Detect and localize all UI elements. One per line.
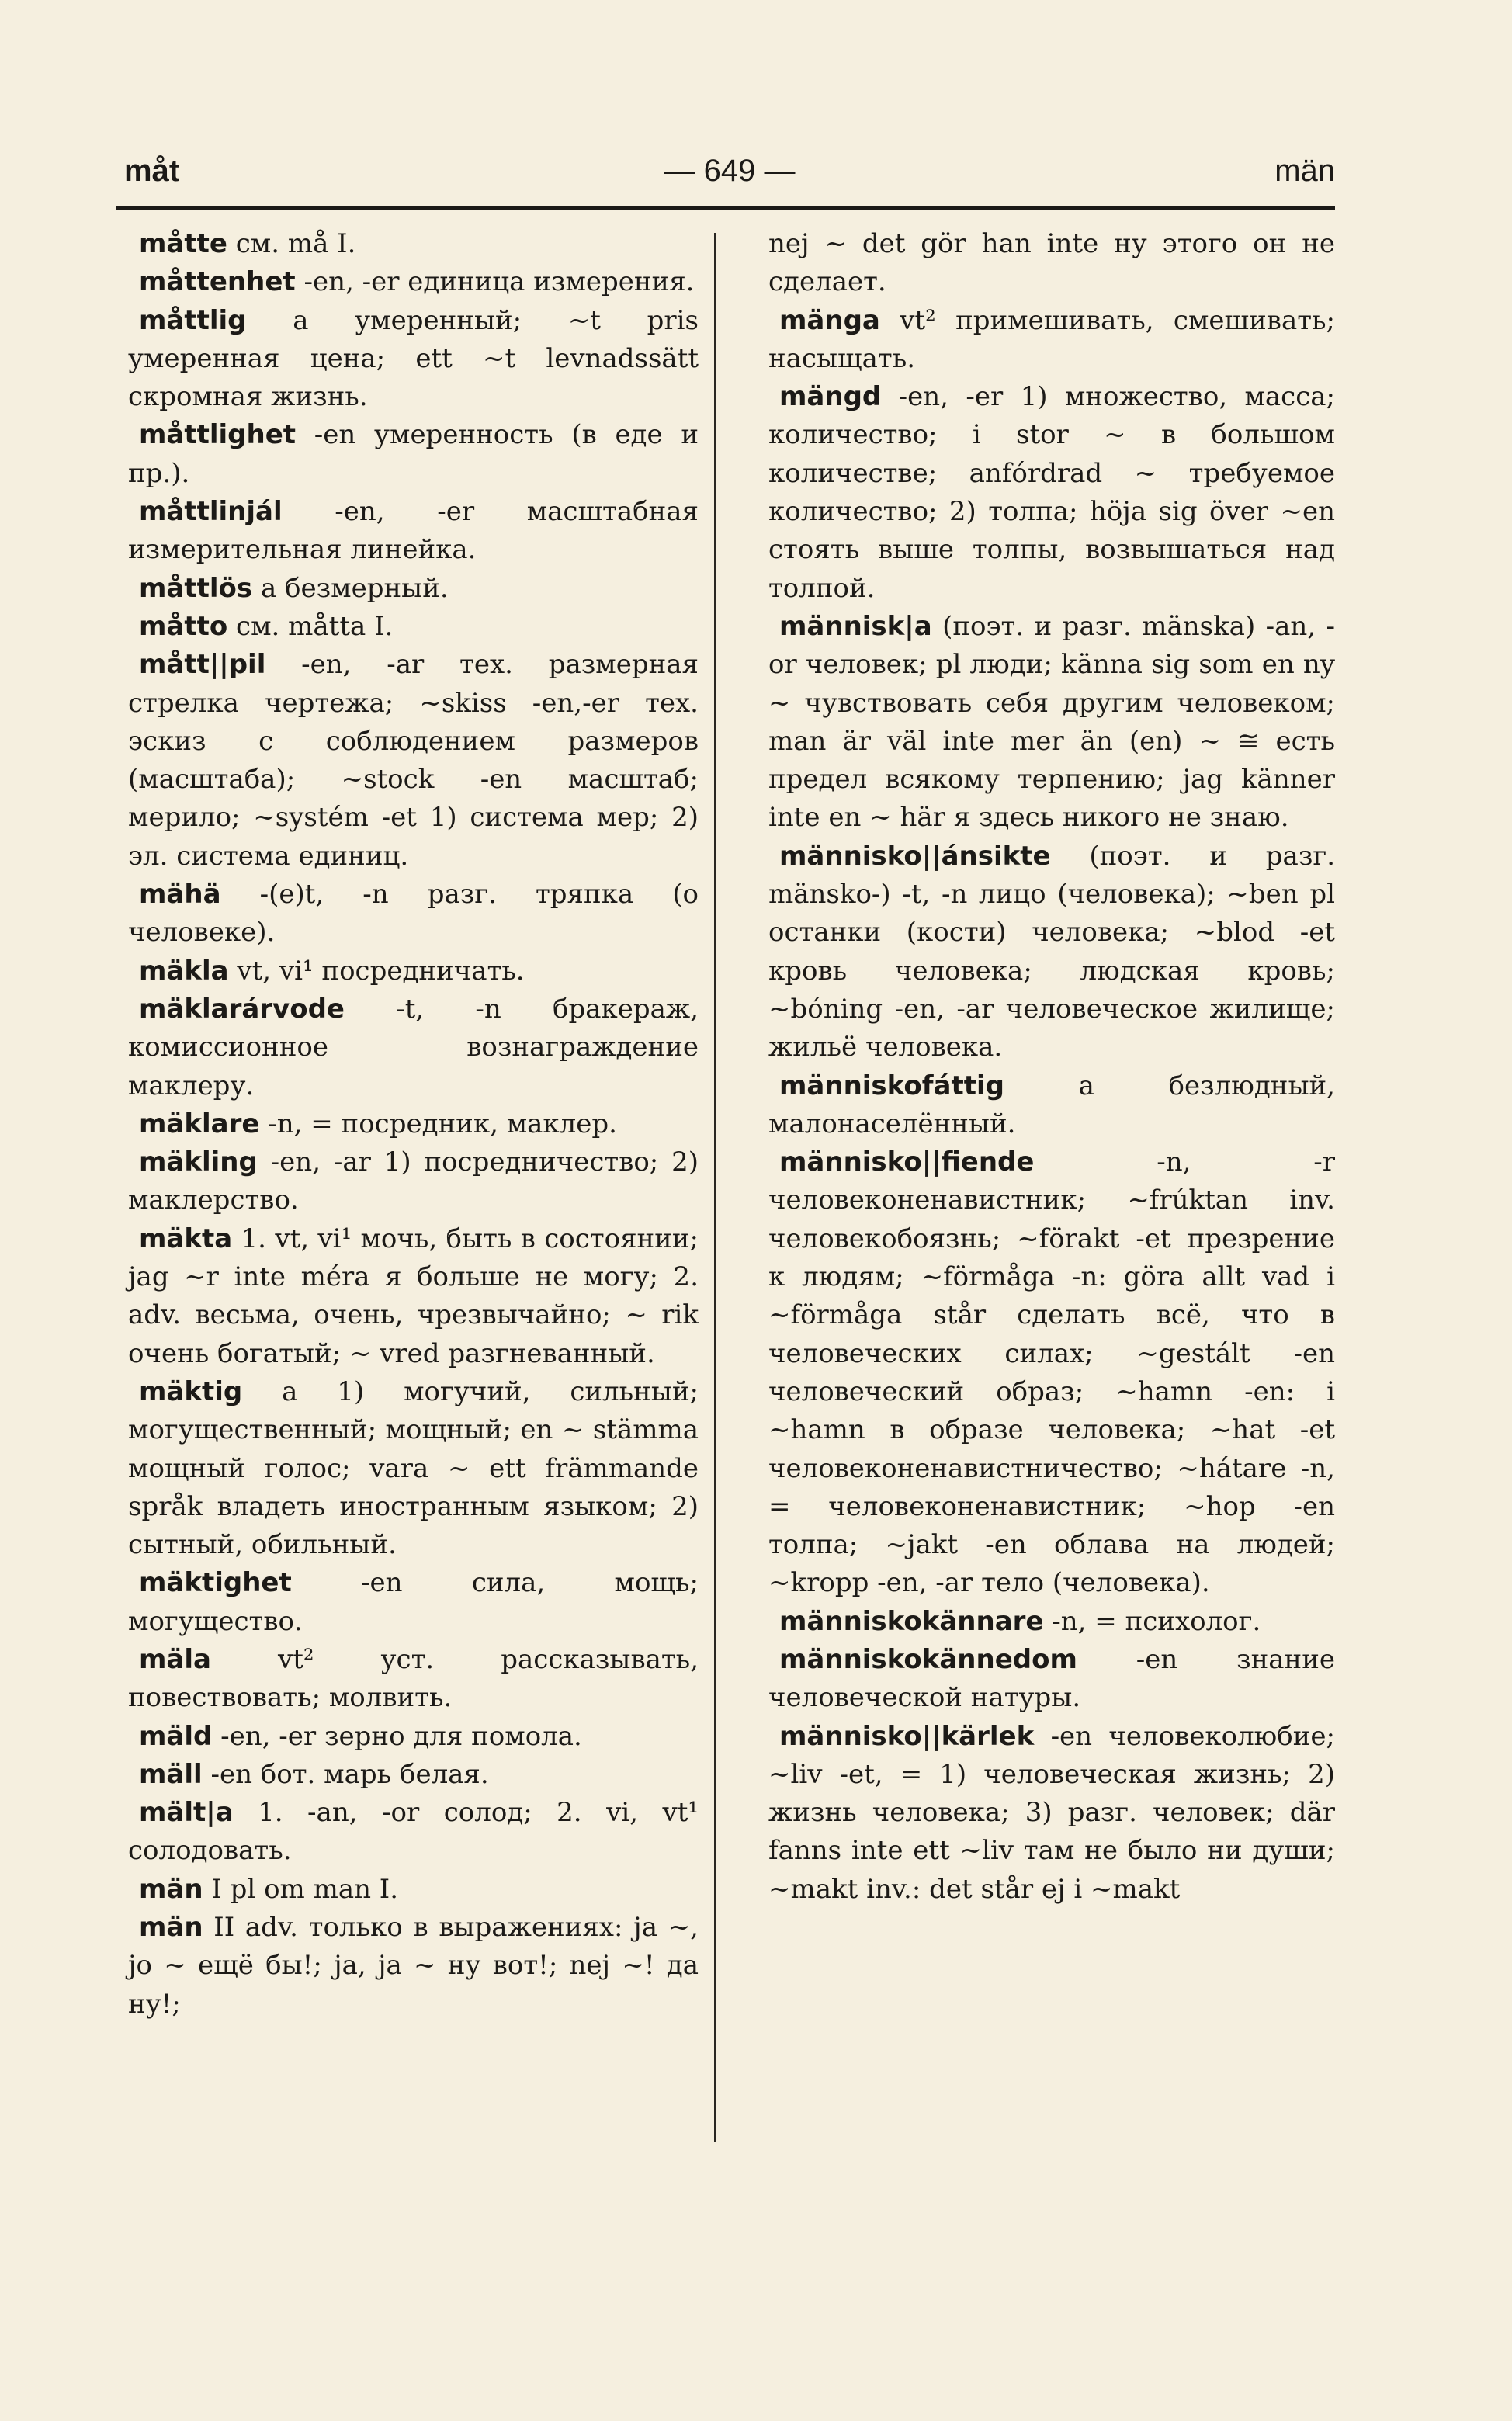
entry-definition: II adv. только в выражениях: ja ~, jo ~ ещё бы!; ja, ja ~ ну вот!; nej ~! да ну!; bbox=[128, 1912, 699, 2020]
entry-definition: nej ~ det gör han inte ну этого он не сделает. bbox=[768, 228, 1335, 298]
header-rule bbox=[116, 206, 1335, 210]
entry-definition: -en человеколюбие; ~liv -et, = 1) человеческая жизнь; 2) жизнь человека; 3) разг. человек; där fanns inte ett ~liv там не было ни души; ~makt inv.: det står ej i ~makt bbox=[768, 1720, 1335, 1905]
dictionary-entry bbox=[768, 378, 1335, 608]
dictionary-entry bbox=[128, 952, 699, 990]
entry-headword: människo||ánsikte bbox=[779, 840, 1051, 872]
dictionary-entry bbox=[768, 225, 1335, 302]
entry-definition: a умеренный; ~t pris умеренная цена; ett ~t levnadssätt скромная жизнь. bbox=[128, 304, 699, 413]
entry-headword: måttlinjál bbox=[139, 496, 283, 528]
entry-definition: -en умеренность (в еде и пр.). bbox=[128, 419, 699, 489]
header-left-guide-word: måt bbox=[124, 154, 180, 188]
dictionary-entry bbox=[768, 302, 1335, 379]
dictionary-entry bbox=[128, 876, 699, 952]
entry-headword: män bbox=[139, 1873, 203, 1905]
entry-definition: см. måtta I. bbox=[227, 610, 394, 642]
entry-definition: -en, -er 1) множество, масса; количество; i stor ~ в большом количестве; anfórdrad ~ требуемое количество; 2) толпа; höja sig över ~en стоять выше толпы, возвышаться над толпой. bbox=[768, 381, 1335, 604]
entry-headword: mäklarárvode bbox=[139, 993, 345, 1025]
entry-definition: 1. vt, vi¹ мочь, быть в состоянии; jag ~r inte méra я больше не могу; 2. adv. весьма, очень, чрезвычайно; ~ rik очень богатый; ~ vred разгневанный. bbox=[128, 1223, 699, 1369]
entry-headword: måttlös bbox=[139, 572, 253, 604]
entry-definition: a безлюдный, малонаселённый. bbox=[768, 1070, 1335, 1139]
entry-headword: mängd bbox=[779, 381, 882, 413]
entry-headword: mäll bbox=[139, 1758, 203, 1790]
entry-definition: 1. -an, -or солод; 2. vi, vt¹ солодовать. bbox=[128, 1797, 699, 1867]
dictionary-entry bbox=[768, 608, 1335, 838]
entry-headword: mäktighet bbox=[139, 1567, 292, 1599]
entry-definition: -en, -er масштабная измерительная линейка. bbox=[128, 496, 699, 566]
entry-definition: -n, = психолог. bbox=[1043, 1605, 1261, 1637]
dictionary-entry bbox=[768, 1641, 1335, 1718]
dictionary-entry bbox=[128, 608, 699, 646]
dictionary-entry bbox=[128, 646, 699, 876]
entry-headword: mäktig bbox=[139, 1375, 243, 1407]
entry-definition: -n, = посредник, маклер. bbox=[259, 1108, 617, 1139]
dictionary-entry bbox=[768, 1603, 1335, 1641]
dictionary-entry bbox=[128, 1871, 699, 1909]
entry-headword: mäla bbox=[139, 1643, 211, 1675]
entry-headword: måttlighet bbox=[139, 419, 297, 451]
dictionary-entry bbox=[128, 416, 699, 493]
dictionary-entry bbox=[768, 1143, 1335, 1603]
entry-headword: människ|a bbox=[779, 610, 932, 642]
entry-headword: mänga bbox=[779, 304, 880, 336]
dictionary-entry bbox=[128, 1564, 699, 1641]
entry-headword: människokännedom bbox=[779, 1643, 1077, 1675]
dictionary-entry bbox=[128, 263, 699, 301]
dictionary-entry bbox=[768, 838, 1335, 1067]
entry-headword: mått||pil bbox=[139, 649, 266, 681]
dictionary-entry bbox=[128, 1105, 699, 1143]
entry-definition: (поэт. и разг. mänsko-) -t, -n лицо (человека); ~ben pl останки (кости) человека; ~blod -et кровь человека; людская кровь; ~bóning -en, -ar человеческое жилище; жильё человека. bbox=[768, 840, 1335, 1063]
entry-headword: människokännare bbox=[779, 1605, 1044, 1637]
entry-headword: människofáttig bbox=[779, 1070, 1004, 1101]
column-divider bbox=[714, 233, 716, 2142]
dictionary-entry bbox=[128, 1373, 699, 1564]
entry-headword: måtto bbox=[139, 610, 228, 642]
entry-headword: mähä bbox=[139, 879, 221, 910]
entry-definition: a 1) могучий, сильный; могущественный; мощный; en ~ stämma мощный голос; vara ~ ett främmande språk владеть иностранным языком; 2) сытный, обильный. bbox=[128, 1375, 699, 1561]
entry-definition: vt, vi¹ посредничать. bbox=[228, 955, 525, 987]
dictionary-entry bbox=[768, 1718, 1335, 1909]
entry-definition: -(e)t, -n разг. тряпка (о человеке). bbox=[128, 879, 699, 949]
entry-definition: -en бот. марь белая. bbox=[202, 1758, 489, 1790]
entry-definition: -en, -ar тех. размерная стрелка чертежа; ~skiss -en,-er тех. эскиз с соблюдением размеров (масштаба); ~stock -en масштаб; мерило; ~systém -et 1) система мер; 2) эл. система единиц. bbox=[128, 649, 699, 872]
dictionary-entry bbox=[128, 1718, 699, 1756]
entry-headword: människo||kärlek bbox=[779, 1720, 1035, 1752]
entry-headword: mäkling bbox=[139, 1146, 258, 1178]
entry-headword: människo||fiende bbox=[779, 1146, 1035, 1178]
dictionary-entry bbox=[128, 1641, 699, 1718]
dictionary-entry bbox=[128, 570, 699, 608]
entry-headword: män bbox=[139, 1912, 203, 1944]
entry-headword: måttlig bbox=[139, 304, 247, 336]
entry-definition: -en знание человеческой натуры. bbox=[768, 1643, 1335, 1714]
entry-definition: vt² примешивать, смешивать; насыщать. bbox=[768, 304, 1335, 374]
dictionary-entry bbox=[128, 1756, 699, 1794]
entry-definition: I pl om man I. bbox=[203, 1873, 399, 1905]
entry-headword: måttenhet bbox=[139, 266, 296, 298]
entry-definition: см. må I. bbox=[227, 228, 356, 259]
dictionary-entry bbox=[768, 1067, 1335, 1144]
page-header bbox=[124, 154, 1335, 200]
entry-definition: -t, -n бракераж, комиссионное вознаграждение маклеру. bbox=[128, 993, 699, 1101]
entry-headword: mäkla bbox=[139, 955, 229, 987]
dictionary-entry bbox=[128, 302, 699, 417]
right-column bbox=[768, 225, 1335, 1909]
entry-headword: måtte bbox=[139, 228, 227, 259]
header-right-guide-word: män bbox=[1274, 154, 1335, 188]
entry-headword: mäld bbox=[139, 1720, 213, 1752]
entry-definition: -en, -er зерно для помола. bbox=[212, 1720, 582, 1752]
dictionary-entry bbox=[128, 225, 699, 263]
dictionary-entry bbox=[128, 1220, 699, 1373]
entry-headword: mäklare bbox=[139, 1108, 260, 1139]
entry-definition: vt² уст. рассказывать, повествовать; молвить. bbox=[128, 1643, 699, 1714]
page-number: — 649 — bbox=[664, 154, 796, 188]
entry-headword: mäkta bbox=[139, 1223, 233, 1254]
entry-definition: a безмерный. bbox=[252, 572, 449, 604]
entry-headword: mält|a bbox=[139, 1797, 234, 1829]
dictionary-entry bbox=[128, 1909, 699, 2024]
dictionary-entry bbox=[128, 1143, 699, 1220]
left-column bbox=[128, 225, 699, 2024]
entry-definition: -en сила, мощь; могущество. bbox=[128, 1567, 699, 1637]
entry-definition: -en, -er единица измерения. bbox=[295, 266, 695, 298]
dictionary-entry bbox=[128, 1794, 699, 1871]
dictionary-entry bbox=[128, 990, 699, 1105]
entry-definition: (поэт. и разг. mänska) -an, -or человек; pl люди; känna sig som en ny ~ чувствовать себя другим человеком; man är väl inte mer än (en) ~ ≅ есть предел всякому терпению; jag känner inte en ~ här я здесь никого не знаю. bbox=[768, 610, 1335, 834]
dictionary-entry bbox=[128, 493, 699, 570]
entry-definition: -n, -r человеконенавистник; ~frúktan inv. человекобоязнь; ~förakt -et презрение к людям; ~förmåga -n: göra allt vad i ~förmåga står сделать всё, что в человеческих силах; ~gestált -en человеческий образ; ~hamn -en: i ~hamn в образе человека; ~hat -et человеконенавистничество; ~hátare -n, = человеконенавистник; ~hop -en толпа; ~jakt -en облава на людей; ~kropp -en, -ar тело (человека). bbox=[768, 1146, 1335, 1599]
entry-definition: -en, -ar 1) посредничество; 2) маклерство. bbox=[128, 1146, 699, 1216]
